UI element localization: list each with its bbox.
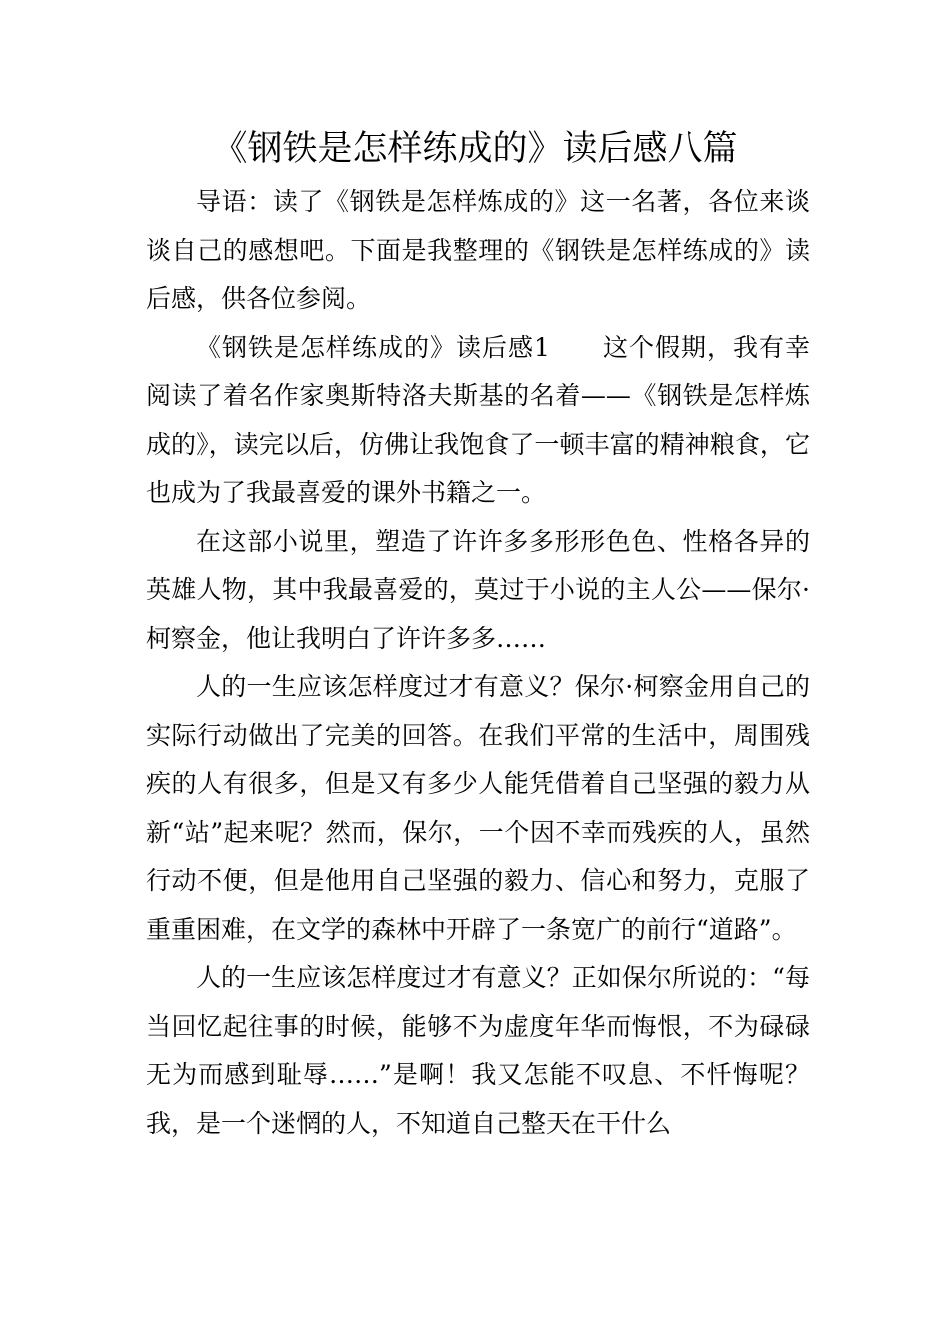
paragraph-intro: 导语：读了《钢铁是怎样炼成的》这一名著，各位来谈谈自己的感想吧。下面是我整理的《钢铁是怎样练成的》读后感，供各位参阅。 [146,187,810,313]
document-body [146,178,810,1148]
paragraph-essay-1-opening: 《钢铁是怎样练成的》读后感1 这个假期，我有幸阅读了着名作家奥斯特洛夫斯基的名着——《钢铁是怎样炼成的》，读完以后，仿佛让我饱食了一顿丰富的精神粮食，它也成为了我最喜爱的课外书籍之一。 [146,332,810,507]
paragraph-heroes: 在这部小说里，塑造了许许多多形形色色、性格各异的英雄人物，其中我最喜爱的，莫过于小说的主人公——保尔·柯察金，他让我明白了许许多多…… [146,526,810,653]
paragraph-reflection: 人的一生应该怎样度过才有意义？正如保尔所说的：“每当回忆起往事的时候，能够不为虚度年华而悔恨，不为碌碌无为而感到耻辱……”是啊！我又怎能不叹息、不忏悔呢？我，是一个迷惘的人，不知道自己整天在干什么 [146,963,810,1138]
paragraph-meaning-of-life: 人的一生应该怎样度过才有意义？保尔·柯察金用自己的实际行动做出了完美的回答。在我们平常的生活中，周围残疾的人有很多，但是又有多少人能凭借着自己坚强的毅力从新“站”起来呢？然而，保尔，一个因不幸而残疾的人，虽然行动不便，但是他用自己坚强的毅力、信心和努力，克服了重重困难，在文学的森林中开辟了一条宽广的前行“道路”。 [146,672,810,944]
document-title: 《钢铁是怎样练成的》读后感八篇 [212,129,738,169]
